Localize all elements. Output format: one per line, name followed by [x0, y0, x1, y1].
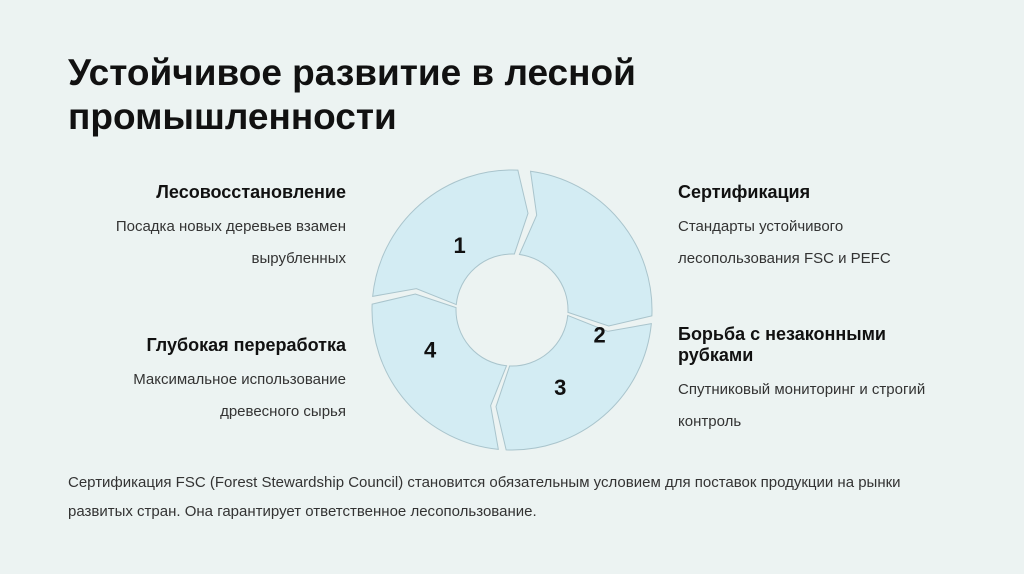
cycle-segment-3	[496, 315, 651, 450]
cycle-diagram	[362, 160, 662, 460]
step-2-description: Стандарты устойчивого лесопользования FSC и PEFC	[678, 218, 891, 267]
cycle-segment-2	[519, 171, 652, 326]
step-2-title: Сертификация	[678, 182, 811, 202]
footer-note: Сертификация FSC (Forest Stewardship Council) становится обязательным условием для поставок продукции на рынки развитых стран. Она гарантирует ответственное лесопользование.	[68, 474, 901, 520]
step-1-title: Лесовосстановление	[156, 182, 346, 202]
step-1-description: Посадка новых деревьев взамен вырубленных	[115, 218, 346, 267]
cycle-number-1: 1	[453, 232, 466, 258]
step-4-title: Глубокая переработка	[146, 335, 346, 355]
step-3-description: Спутниковый мониторинг и строгий контроль	[678, 381, 926, 430]
step-4-block	[56, 334, 346, 428]
step-1-block	[56, 181, 346, 275]
step-2-block	[678, 181, 968, 275]
cycle-number-4: 4	[423, 337, 437, 363]
step-4-description: Максимальное использование древесного сырья	[133, 371, 346, 420]
cycle-number-3: 3	[554, 374, 567, 400]
cycle-svg	[362, 160, 662, 460]
slide-title: Устойчивое развитие в лесной промышленности	[68, 52, 636, 137]
step-3-title: Борьба с незаконными рубками	[678, 324, 887, 365]
cycle-segment-4	[372, 294, 507, 449]
cycle-number-2: 2	[593, 322, 606, 348]
cycle-segment-1	[373, 170, 528, 305]
step-3-block	[678, 324, 948, 438]
